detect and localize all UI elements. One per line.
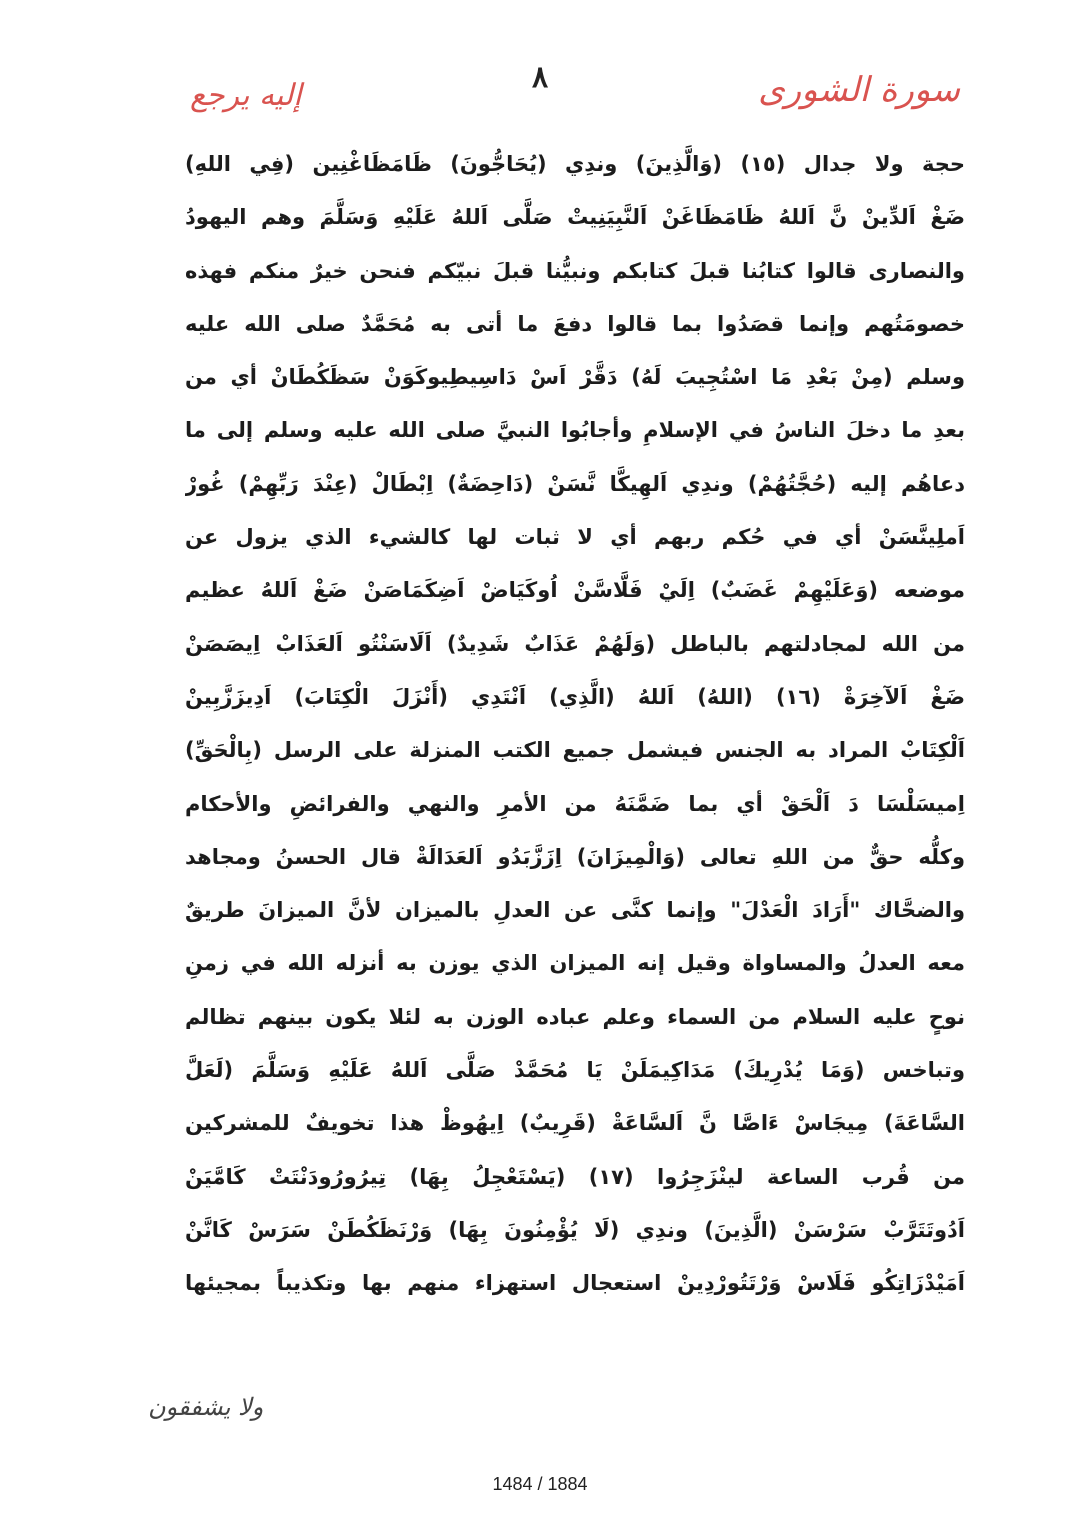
text-line: نوحٍ عليه السلام من السماء وعلم عباده الوزن به لئلا يكون بينهم تظالم	[185, 1004, 965, 1029]
text-line: من الله لمجادلتهم بالباطل (وَلَهُمْ عَذَابٌ شَدِيدٌ) اَلَاسَنْتُو اَلعَذَابْ اِيصَصَنْ	[185, 631, 965, 656]
text-line: السَّاعَةَ) مِيجَاسْ ءَاصَّا نَّ اَلسَّاعَةْ (قَرِيبٌ) اِيهُوظْ هذا تخويفٌ للمشركين	[185, 1111, 965, 1136]
catchword: ولا يشفقون	[148, 1393, 264, 1421]
text-line: والنصارى قالوا كتابُنا قبلَ كتابكم ونبيُّنا قبلَ نبيّكم فنحن خيرٌ منكم فهذه	[185, 258, 965, 283]
text-line: اَمَيْدْزَاتِكُو فَلَاسْ وَرْتَتُورْدِينْ استعجال استهزاء منهم بها وتكذيباً بمجيئها	[185, 1271, 965, 1296]
text-line: من قُرب الساعة لينْزَجِرُوا (١٧) (يَسْتَعْجِلُ بِهَا) تِيرُورُودَنْتَتْ كَامَّيَنْ	[185, 1164, 965, 1189]
text-line: موضعه (وَعَلَيْهِمْ غَضَبٌ) اِلَيْ فَلَّاسَّنْ اُوكَيَاضْ اَضِكَمَاصَنْ ضَغْ اَللهُ عظيم	[185, 578, 965, 603]
surah-title: سورة الشورى	[758, 70, 960, 110]
text-line: بعدِ ما دخلَ الناسُ في الإسلامِ وأجابُوا النبيَّ صلى الله عليه وسلم إلى ما	[185, 418, 965, 443]
text-line: خصومَتُهم وإنما قصَدُوا بما قالوا دفعَ ما أتى به مُحَمَّدٌ صلى الله عليه	[185, 311, 965, 336]
text-line: حجة ولا جدال (١٥) (وَالَّذِينَ) وندِي (يُحَاجُّونَ) ظَامَظَاغْنِين (فِي اللهِ)	[185, 152, 965, 176]
text-line: وسلم (مِنْ بَعْدِ مَا اسْتُجِيبَ لَهُ) دَقَّرْ اَسْ دَاسِيطِيوكَوَنْ سَظَكُطَانْ أي من	[185, 365, 965, 390]
text-line: اِميسَلْسَا دَ اَلْحَقْ أي بما ضَمَّنَهُ من الأمرِ والنهي والفرائضِ والأحكام	[185, 791, 965, 816]
text-line: والضحَّاك "أَرَادَ الْعَدْلَ" وإنما كنَّى عن العدلِ بالميزان لأنَّ الميزانَ طريقٌ	[185, 898, 965, 923]
page-counter: 1484 / 1884	[492, 1474, 588, 1494]
text-line: ضَغْ اَلدِّينْ نَّ اَللهُ ظَامَظَاغَنْ اَلنَّبِيَنِيتْ صَلَّى اَللهُ عَلَيْهِ وَسَلَّمَ وهم اليهودُ	[185, 205, 965, 230]
text-line: وتباخس (وَمَا يُدْرِيكَ) مَدَاكِيمَلَنْ يَا مُحَمَّدْ صَلَّى اَللهُ عَلَيْهِ وَسَلَّمَ (لَعَلَّ	[185, 1058, 965, 1083]
margin-note: إليه يرجع	[190, 78, 302, 113]
text-line: دعاهُم إليه (حُجَّتُهُمْ) وندِي اَلهِيكَّا نَّسَنْ (دَاحِضَةٌ) اِبْطَالْ (عِنْدَ رَبِّهِمْ) غُورْ	[185, 471, 965, 496]
text-line: اَملِينَّسَنْ أي في حُكم ربهم أي لا ثبات لها كالشيء الذي يزول عن	[185, 525, 965, 550]
page-number: ٨	[531, 60, 549, 95]
text-line: ضَغْ اَلآخِرَةْ (١٦) (اللهُ) اَللهُ (الَّذِي) اَنْتَدِي (أَنْزَلَ الْكِتَابَ) اَدِيزَزَّبِينْ	[185, 684, 965, 709]
text-line: اَلْكِتَابْ المراد به الجنس فيشمل جميع الكتب المنزلة على الرسل (بِالْحَقِّ)	[185, 738, 965, 763]
text-line: وكلُّه حقٌّ من اللهِ تعالى (وَالْمِيزَانَ) اِزَزَّبَدُو اَلعَدَالَةْ قال الحسنُ ومجاهد	[185, 844, 965, 869]
text-line: معه العدلُ والمساواة وقيل إنه الميزان الذي يوزن به أنزله الله في زمنِ	[185, 951, 965, 976]
body-text	[185, 138, 965, 1311]
text-line: اَدُوتَتَرَّبْ سَرْسَنْ (الَّذِينَ) وندِي (لَا يُؤْمِنُونَ بِهَا) وَرْنَظَكُطَنْ سَرَسْ كَانَّنْ	[185, 1217, 965, 1242]
